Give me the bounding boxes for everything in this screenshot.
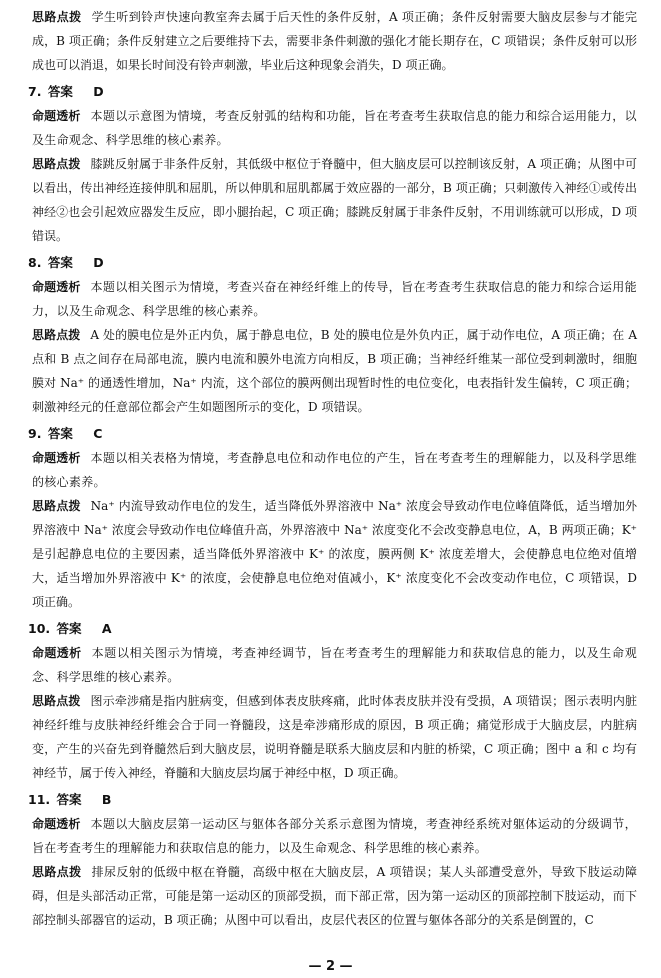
tips-text: Na⁺ 内流导致动作电位的发生，适当降低外界溶液中 Na⁺ 浓度会导致动作电位峰值降低，适当增加外界溶液中 Na⁺ 浓度会导致动作电位峰值升高，外界溶液中 Na⁺ 浓度变化不会改变静息电位，A，B 两项正确；K⁺ 是引起静息电位的主要因素，适当降低外界溶液中 K⁺ 的浓度，膜两侧 K⁺ 浓度差增大，会使静息电位绝对值增大，适当增加外界溶液中 K⁺ 的浓度，会使静息电位绝对值减小，K⁺ 浓度变化不会改变动作电位，C 项错误，D 项正确。 (32, 499, 637, 609)
question-number: 8. (28, 255, 42, 270)
analysis-text: 本题以相关图示为情境，考查神经调节，旨在考查考生的理解能力和获取信息的能力，以及生命观念、科学思维的核心素养。 (32, 646, 637, 684)
question-9-tips (28, 494, 637, 614)
tips-text: 排尿反射的低级中枢在脊髓，高级中枢在大脑皮层，A 项错误；某人头部遭受意外，导致下肢运动障碍，但是头部活动正常，可能是第一运动区的顶部受损，而下部正常，因为第一运动区的顶部控制下肢运动，而下部控制头部器官的运动，B 项正确；从图中可以看出，皮层代表区的位置与躯体各部分的关系是倒置的，C (32, 865, 637, 927)
tips-text: 膝跳反射属于非条件反射，其低级中枢位于脊髓中，但大脑皮层可以控制该反射，A 项正确；从图中可以看出，传出神经连接伸肌和屈肌，所以伸肌和屈肌都属于效应器的一部分，B 项正确；只刺激传入神经①或传出神经②也会引起效应器发生反应，即小腿抬起，C 项正确；膝跳反射属于非条件反射，不用训练就可以形成，D 项错误。 (32, 157, 637, 243)
question-10-tips (28, 689, 637, 785)
question-11-tips (28, 860, 637, 932)
question-number: 10. (28, 621, 51, 636)
answer-label: 答案 (56, 792, 82, 807)
analysis-label: 命题透析 (32, 280, 81, 294)
question-7-tips (28, 152, 637, 248)
analysis-text: 本题以相关表格为情境，考查静息电位和动作电位的产生，旨在考查考生的理解能力，以及科学思维的核心素养。 (32, 451, 637, 489)
question-number: 11. (28, 792, 51, 807)
question-10-analysis (28, 641, 637, 689)
tips-text: 图示牵涉痛是指内脏病变，但感到体表皮肤疼痛，此时体表皮肤并没有受损，A 项错误；图示表明内脏神经纤维与皮肤神经纤维会合于同一脊髓段，这是牵涉痛形成的原因，B 项正确；痛觉形成于大脑皮层，内脏病变，产生的兴奋先到脊髓然后到大脑皮层，说明脊髓是联系大脑皮层和内脏的桥梁，C 项正确；图中 a 和 c 均有神经节，属于传入神经，脊髓和大脑皮层均属于神经中枢，D 项正确。 (32, 694, 637, 780)
question-number: 7. (28, 84, 42, 99)
question-header-7 (28, 80, 637, 104)
analysis-text: 本题以示意图为情境，考查反射弧的结构和功能，旨在考查考生获取信息的能力和综合运用能力，以及生命观念、科学思维的核心素养。 (32, 109, 637, 147)
tips-label: 思路点拨 (32, 694, 81, 708)
analysis-label: 命题透析 (32, 646, 82, 660)
question-header-8 (28, 251, 637, 275)
question-11-analysis (28, 812, 637, 860)
question-9-analysis (28, 446, 637, 494)
tips-text: 学生听到铃声快速向教室奔去属于后天性的条件反射，A 项正确；条件反射需要大脑皮层参与才能完成，B 项正确；条件反射建立之后要维持下去，需要非条件刺激的强化才能长期存在，C 项错误；条件反射可以形成也可以消退，如果长时间没有铃声刺激，毕业后这种现象会消失，D 项正确。 (32, 10, 637, 72)
answer-label: 答案 (47, 426, 73, 441)
question-header-10 (28, 617, 637, 641)
analysis-label: 命题透析 (32, 109, 81, 123)
answer-value: D (93, 255, 104, 270)
tips-label: 思路点拨 (32, 157, 81, 171)
question-8-tips (28, 323, 637, 419)
tips-label: 思路点拨 (32, 328, 81, 342)
opening-tips (28, 5, 637, 77)
page-number: — 2 — (308, 959, 353, 974)
analysis-label: 命题透析 (32, 817, 81, 831)
answer-value: B (101, 792, 112, 807)
tips-label: 思路点拨 (32, 499, 81, 513)
question-header-9 (28, 422, 637, 446)
answer-label: 答案 (56, 621, 82, 636)
answer-label: 答案 (47, 255, 73, 270)
question-header-11 (28, 788, 637, 812)
question-7-analysis (28, 104, 637, 152)
analysis-text: 本题以大脑皮层第一运动区与躯体各部分关系示意图为情境，考查神经系统对躯体运动的分级调节，旨在考查考生的理解能力和获取信息的能力，以及生命观念、科学思维的核心素养。 (32, 817, 637, 855)
answer-value: A (101, 621, 112, 636)
tips-label: 思路点拨 (32, 865, 82, 879)
answer-value: C (93, 426, 103, 441)
tips-label: 思路点拨 (32, 10, 82, 24)
question-8-analysis (28, 275, 637, 323)
answer-value: D (93, 84, 104, 99)
analysis-text: 本题以相关图示为情境，考查兴奋在神经纤维上的传导，旨在考查考生获取信息的能力和综合运用能力，以及生命观念、科学思维的核心素养。 (32, 280, 637, 318)
question-number: 9. (28, 426, 42, 441)
tips-text: A 处的膜电位是外正内负，属于静息电位，B 处的膜电位是外负内正，属于动作电位，A 项正确；在 A 点和 B 点之间存在局部电流，膜内电流和膜外电流方向相反，B 项正确；当神经纤维某一部位受到刺激时，细胞膜对 Na⁺ 的通透性增加，Na⁺ 内流，这个部位的膜两侧出现暂时性的电位变化，电表指针发生偏转，C 项正确；刺激神经元的任意部位都会产生如题图所示的变化，D 项错误。 (32, 328, 637, 414)
answer-label: 答案 (47, 84, 73, 99)
analysis-label: 命题透析 (32, 451, 81, 465)
